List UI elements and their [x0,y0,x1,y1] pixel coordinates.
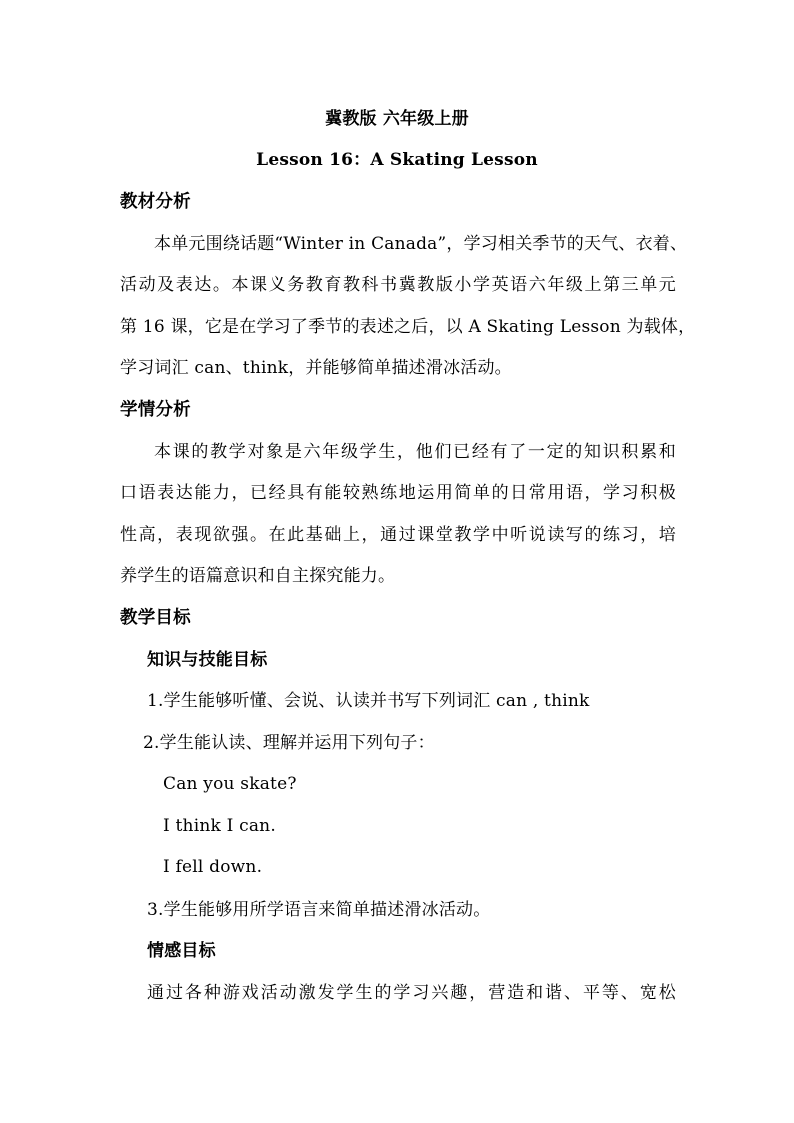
textbook-analysis-line-2: 活动及表达。本课义务教育教科书冀教版小学英语六年级上第三单元 [120,275,676,295]
student-analysis-line-2: 口语表达能力，已经具有能较熟练地运用简单的日常用语，学习积极 [120,483,676,503]
heading-student-analysis: 学情分析 [120,400,191,420]
example-sentence-2: I think I can. [163,816,276,836]
textbook-analysis-line-1: 本单元围绕话题“Winter in Canada”，学习相关季节的天气、衣着、 [154,234,688,254]
example-sentence-3: I fell down. [163,857,263,877]
goal-item-1: 1.学生能够听懂、会说、认读并书写下列词汇 can , think [147,691,590,711]
student-analysis-line-1: 本课的教学对象是六年级学生，他们已经有了一定的知识积累和 [154,442,676,462]
heading-emotion-goals: 情感目标 [147,941,216,961]
heading-teaching-goals: 教学目标 [120,608,191,628]
student-analysis-line-3: 性高，表现欲强。在此基础上，通过课堂教学中听说读写的练习，培 [120,525,676,545]
goal-item-2: 2.学生能认读、理解并运用下列句子： [143,733,435,753]
publisher-line: 冀教版 六年级上册 [325,109,469,129]
emotion-goal-line-1: 通过各种游戏活动激发学生的学习兴趣，营造和谐、平等、宽松 [147,983,676,1003]
heading-textbook-analysis: 教材分析 [120,192,191,212]
textbook-analysis-line-3: 第 16 课，它是在学习了季节的表述之后，以 A Skating Lesson 为载体， [120,317,696,337]
heading-knowledge-skills: 知识与技能目标 [147,650,268,670]
lesson-title: Lesson 16：A Skating Lesson [256,150,538,170]
textbook-analysis-line-4: 学习词汇 can、think，并能够简单描述滑冰活动。 [120,358,512,378]
goal-item-3: 3.学生能够用所学语言来简单描述滑冰活动。 [147,900,491,920]
student-analysis-line-4: 养学生的语篇意识和自主探究能力。 [120,566,396,586]
example-sentence-1: Can you skate? [163,774,297,794]
